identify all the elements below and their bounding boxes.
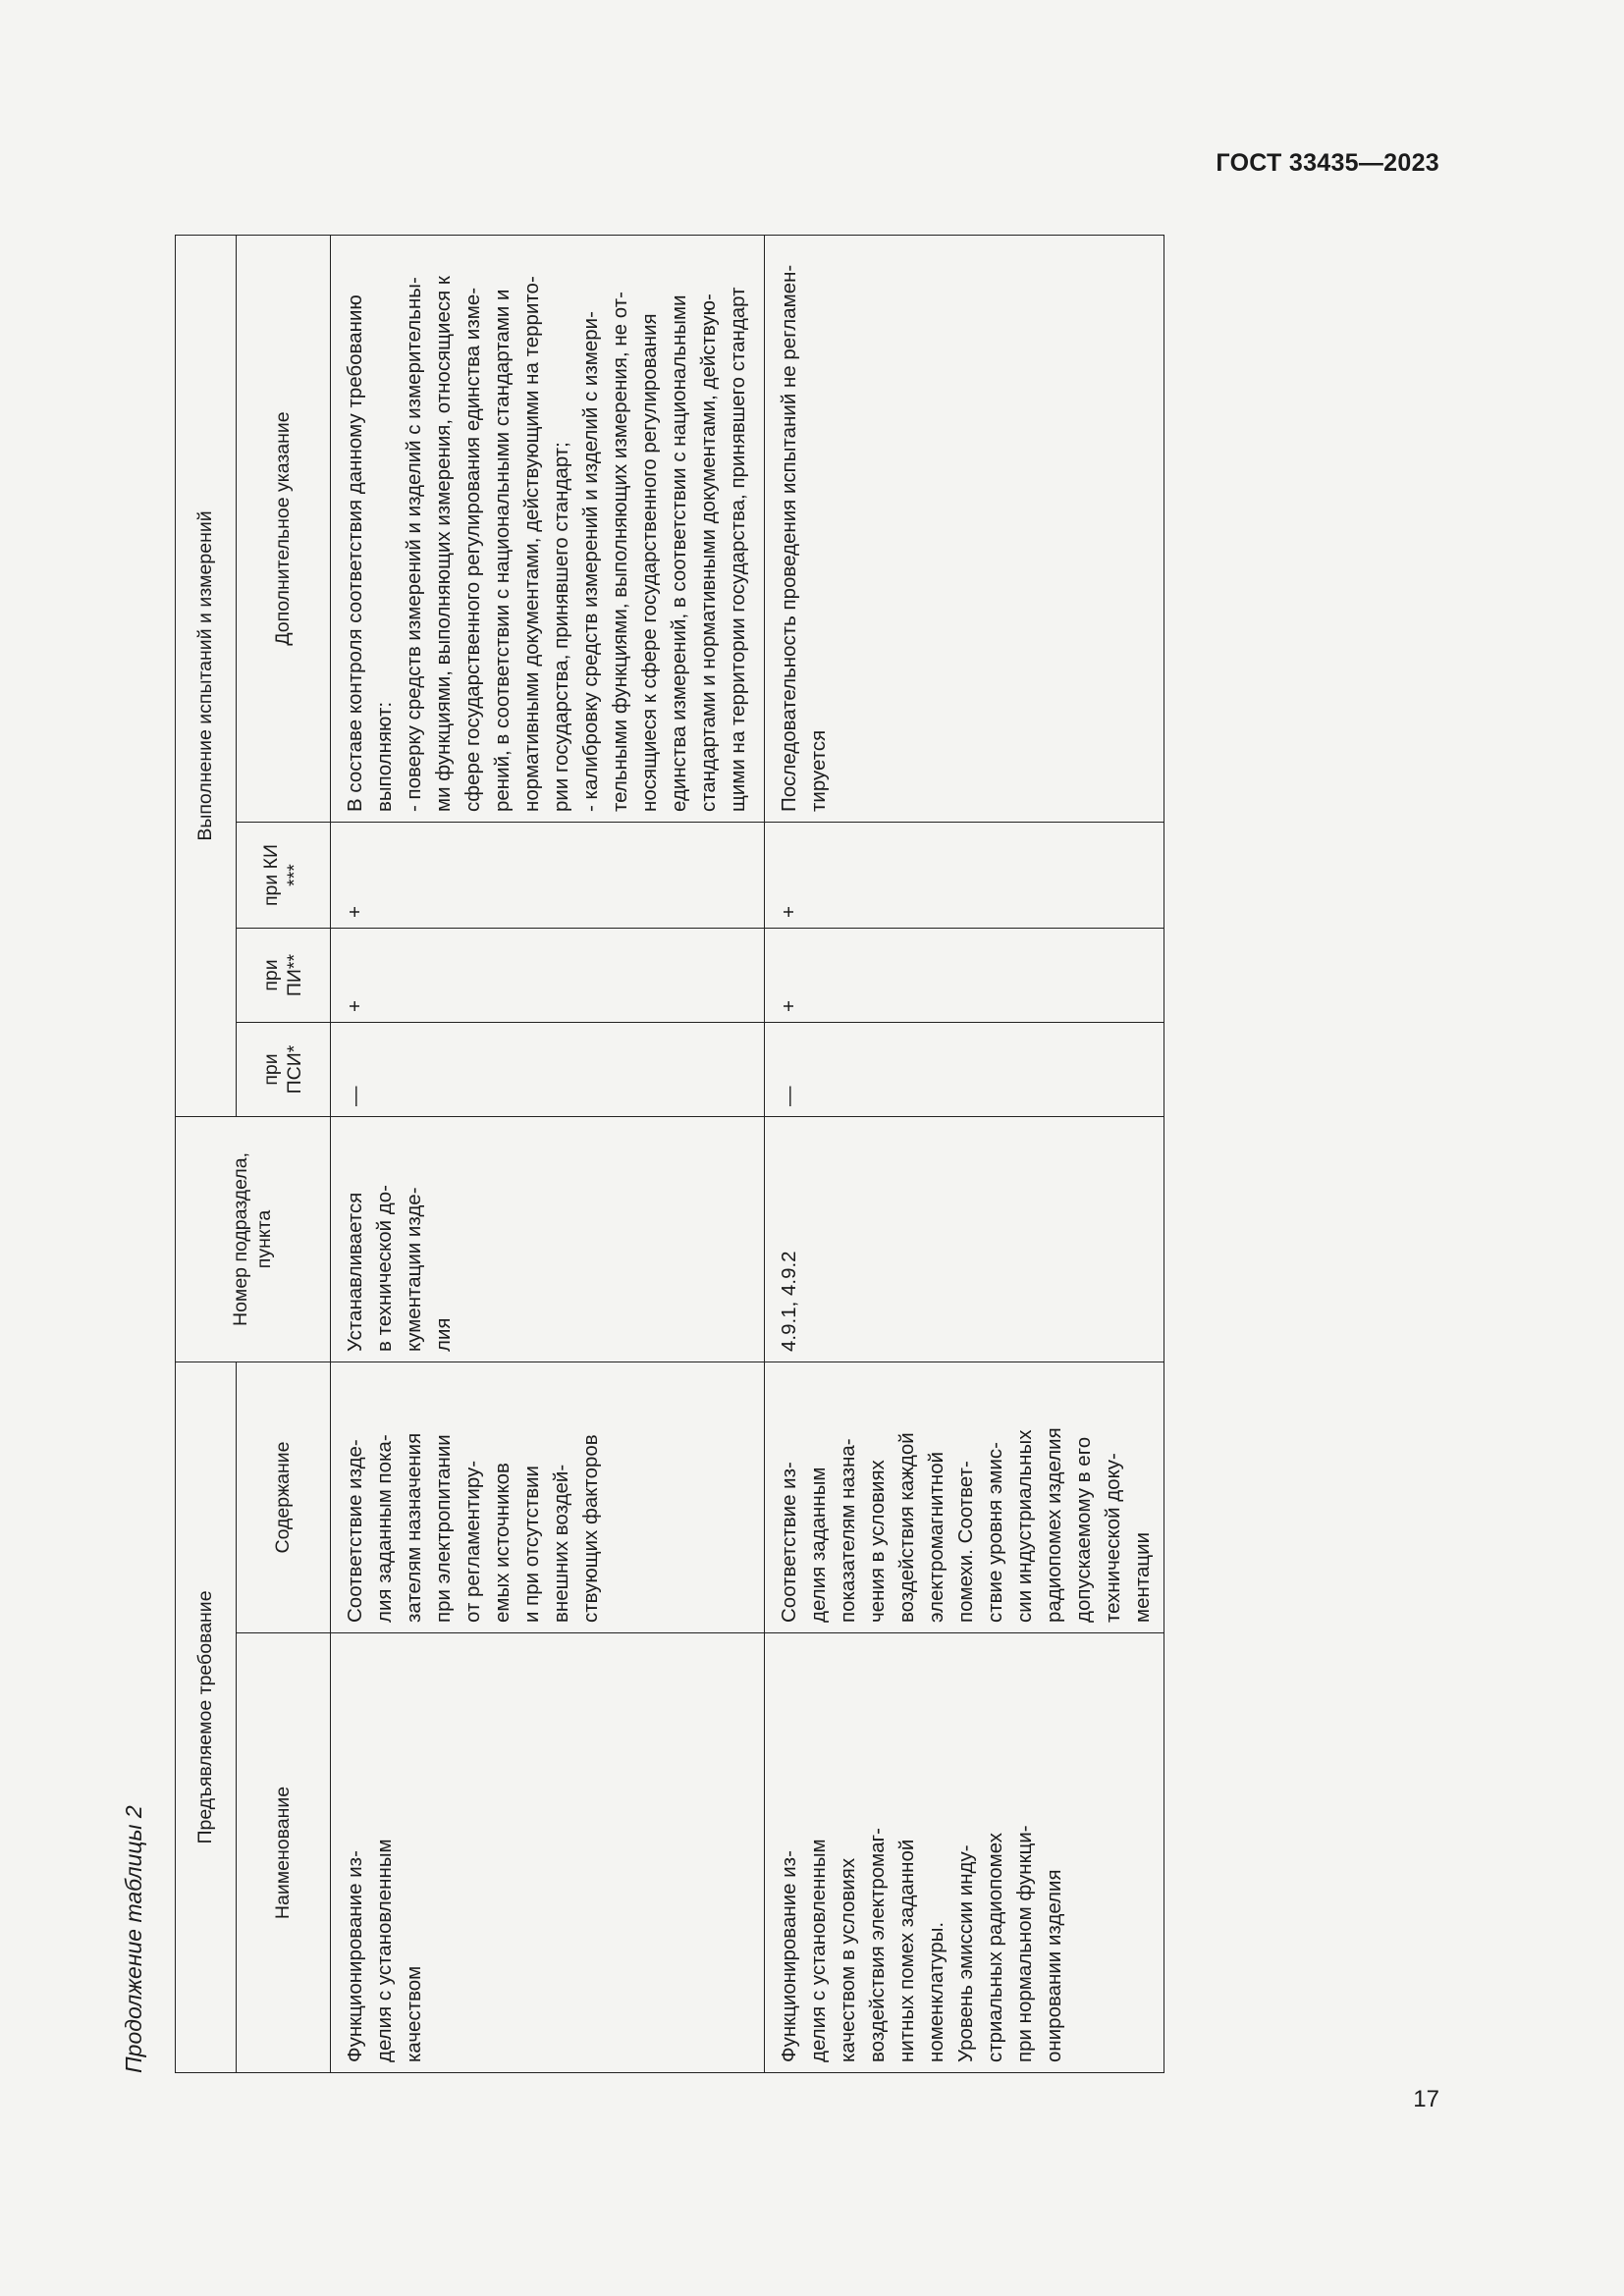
table-row: [331, 236, 765, 2073]
cell-note: Последовательность проведения испытаний не регламен- тируется: [765, 236, 1164, 823]
column-header-psi: при ПСИ*: [237, 1023, 331, 1117]
cell-psi: —: [765, 1023, 1164, 1117]
cell-pi: +: [765, 929, 1164, 1023]
rotated-table-area: [106, 236, 1159, 2073]
cell-name: Функционирование из- делия с установленным качеством в условиях воздействия электромаг- нитных помех заданной номенклатуры. Уровень эмиссии инду- стриальных радиопомех при нормальном функци- онировании изделия: [765, 1633, 1164, 2073]
column-header-ki: при КИ ***: [237, 823, 331, 929]
group-header-execution: Выполнение испытаний и измерений: [176, 236, 237, 1117]
cell-psi: —: [331, 1023, 765, 1117]
cell-ki: +: [765, 823, 1164, 929]
cell-content: Соответствие из- делия заданным показателям назна- чения в условиях воздействия каждой электромагнитной помехи. Соответ- ствие уровня эмис- сии индустриальных радиопомех изделия допускаемому в его технической доку- ментации: [765, 1362, 1164, 1633]
column-header-name: Наименование: [237, 1633, 331, 2073]
page-number: 17: [1413, 2086, 1439, 2112]
document-code: ГОСТ 33435—2023: [1216, 149, 1439, 177]
column-header-content: Содержание: [237, 1362, 331, 1633]
table-caption: Продолжение таблицы 2: [121, 1805, 146, 2073]
cell-pi: +: [331, 929, 765, 1023]
cell-content: Соответствие изде- лия заданным пока- зателям назначения при электропитании от регламентиру- емых источников и при отсутствии внешних воздей- ствующих факторов: [331, 1362, 765, 1633]
table-row: [765, 236, 1164, 2073]
cell-name: Функционирование из- делия с установленным качеством: [331, 1633, 765, 2073]
column-header-pi: при ПИ**: [237, 929, 331, 1023]
group-header-requirement: Предъявляемое требование: [176, 1362, 237, 2073]
table-group-header-row: [176, 236, 237, 2073]
cell-subsection: Устанавливается в технической до- кументации изде- лия: [331, 1117, 765, 1362]
cell-ki: +: [331, 823, 765, 929]
cell-note: В составе контроля соответствия данному требованию выполняют: - поверку средств измерений и изделий с измерительны- ми функциями, выполняющих измерения, относящиеся к сфере государственного регулирования единства изме- рений, в соответствии с национальными стандартами и нормативными документами, действующими на террито- рии государства, принявшего стандарт; - калибровку средств измерений и изделий с измери- тельными функциями, выполняющих измерения, не от- носящиеся к сфере государственного регулирования единства измерений, в соответствии с национальными стандартами и нормативными документами, действую- щими на территории государства, принявшего стандарт: [331, 236, 765, 823]
column-header-subsection: Номер подраздела, пункта: [176, 1117, 331, 1362]
cell-subsection: 4.9.1, 4.9.2: [765, 1117, 1164, 1362]
requirements-table: [175, 235, 1164, 2073]
column-header-note: Дополнительное указание: [237, 236, 331, 823]
